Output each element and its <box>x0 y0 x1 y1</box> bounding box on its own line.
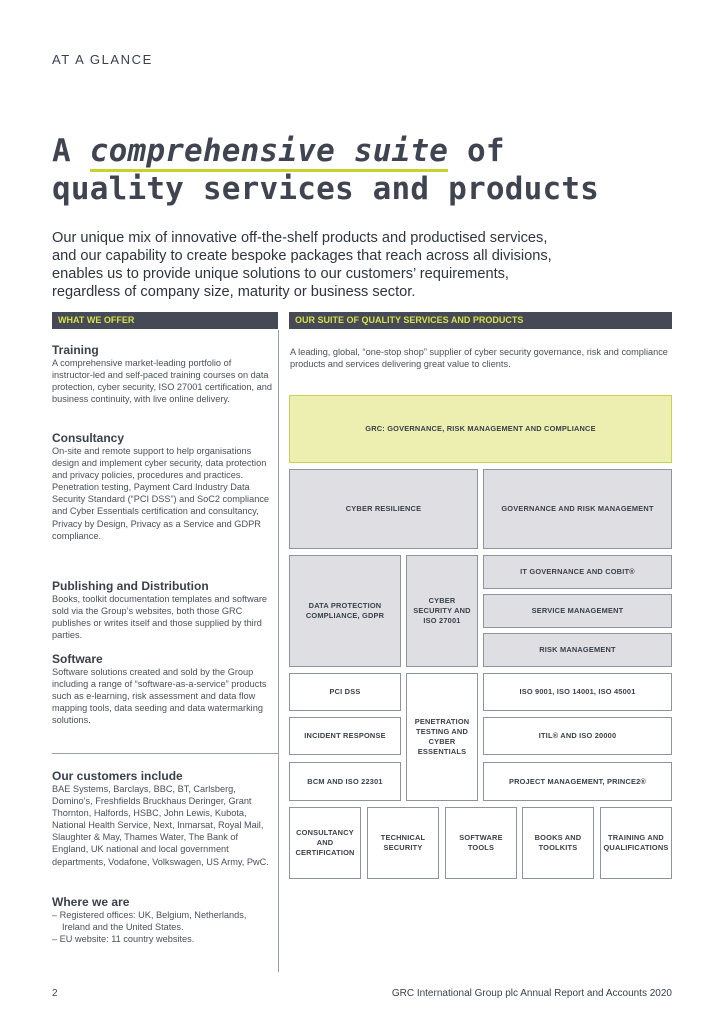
section-body: Books, toolkit documentation templates and software sold via the Group’s websites, both those GRC publishes or writes itself and those supplied by third parties. <box>52 594 268 641</box>
section-title: Training <box>52 343 99 357</box>
box-software-tools: SOFTWARE TOOLS <box>445 807 517 879</box>
list-item: – EU website: 11 country websites. <box>52 934 195 945</box>
suite-bar: OUR SUITE OF QUALITY SERVICES AND PRODUCTS <box>289 312 672 329</box>
section-body: On-site and remote support to help organisations design and implement cyber security, data protection and privacy policies, procedures and practices. Penetration testing, Payment Card Industry Data Security Standard (“PCI DSS”) and SoC2 compliance and Cyber Essentials certification and consultancy, Privacy by Design, Privacy as a Service and GDPR compliance. <box>52 446 270 541</box>
section-title: Software <box>52 652 103 666</box>
box-technical: TECHNICAL SECURITY <box>367 807 439 879</box>
column-divider <box>278 330 279 972</box>
box-cyber-iso: CYBER SECURITY AND ISO 27001 <box>406 555 478 667</box>
list-item: – Registered offices: UK, Belgium, Netherlands, Ireland and the United States. <box>52 910 247 933</box>
section-where <box>52 895 272 945</box>
section-consultancy <box>52 431 272 542</box>
title-highlight: comprehensive suite <box>90 133 448 172</box>
box-incident: INCIDENT RESPONSE <box>289 717 401 755</box>
section-kicker: AT A GLANCE <box>52 52 153 67</box>
section-body: BAE Systems, Barclays, BBC, BT, Carlsberg, Domino’s, Freshfields Bruckhaus Deringer, Grant Thornton, Halfords, HSBC, John Lewis, Kubota, National Health Service, Next, Inmarsat, Royal Mail, Slaughter & May, Thames Water, The Bank of England, UK national and local government departments, Vodafone, Volkswagen, US Army, PwC. <box>52 784 269 867</box>
box-risk-management: RISK MANAGEMENT <box>483 633 672 667</box>
section-software <box>52 652 272 726</box>
section-title: Consultancy <box>52 431 125 445</box>
box-project: PROJECT MANAGEMENT, PRINCE2® <box>483 762 672 801</box>
section-customers <box>52 769 272 868</box>
footer-text: GRC International Group plc Annual Report and Accounts 2020 <box>391 988 672 999</box>
box-bcm: BCM AND ISO 22301 <box>289 762 401 801</box>
section-body: Software solutions created and sold by the Group including a range of “software-as-a-service” products such as e-learning, risk assessment and data flow mapping tools, data seeding and data watermarking solutions. <box>52 667 267 726</box>
title-pre: A <box>52 133 90 169</box>
box-data-protection: DATA PROTECTION COMPLIANCE, GDPR <box>289 555 401 667</box>
box-consultancy: CONSULTANCY AND CERTIFICATION <box>289 807 361 879</box>
box-pci: PCI DSS <box>289 673 401 711</box>
box-iso9001: ISO 9001, ISO 14001, ISO 45001 <box>483 673 672 711</box>
box-governance-risk: GOVERNANCE AND RISK MANAGEMENT <box>483 469 672 549</box>
title-line2: quality services and products <box>52 171 600 207</box>
page-number: 2 <box>52 988 58 999</box>
box-cyber-resilience: CYBER RESILIENCE <box>289 469 478 549</box>
left-divider <box>52 753 278 754</box>
box-training: TRAINING AND QUALIFICATIONS <box>600 807 672 879</box>
what-we-offer-bar: WHAT WE OFFER <box>52 312 278 329</box>
box-itil: ITIL® AND ISO 20000 <box>483 717 672 755</box>
section-title: Where we are <box>52 895 130 909</box>
section-publishing <box>52 579 272 641</box>
section-training <box>52 343 272 405</box>
suite-intro: A leading, global, “one-stop shop” supplier of cyber security governance, risk and compliance products and services delivering great value to clients. <box>290 347 668 369</box>
box-books: BOOKS AND TOOLKITS <box>522 807 594 879</box>
box-service-management: SERVICE MANAGEMENT <box>483 594 672 628</box>
title-post: of <box>448 133 505 169</box>
section-title: Publishing and Distribution <box>52 579 209 593</box>
box-it-governance: IT GOVERNANCE AND COBIT® <box>483 555 672 589</box>
box-pen-testing: PENETRATION TESTING AND CYBER ESSENTIALS <box>406 673 478 801</box>
locations-list <box>52 909 272 945</box>
page-title <box>52 132 692 208</box>
box-grc: GRC: GOVERNANCE, RISK MANAGEMENT AND COMPLIANCE <box>289 395 672 463</box>
lead-paragraph: Our unique mix of innovative off-the-shelf products and productised services, and our capability to create bespoke packages that reach across all divisions, enables us to provide unique solutions to our customers’ requirements, regardless of company size, maturity or business sector. <box>52 230 552 300</box>
section-title: Our customers include <box>52 769 183 783</box>
section-body: A comprehensive market-leading portfolio of instructor-led and self-paced training courses on data protection, cyber security, ISO 27001 certification, and business continuity, with live online delivery. <box>52 358 272 405</box>
